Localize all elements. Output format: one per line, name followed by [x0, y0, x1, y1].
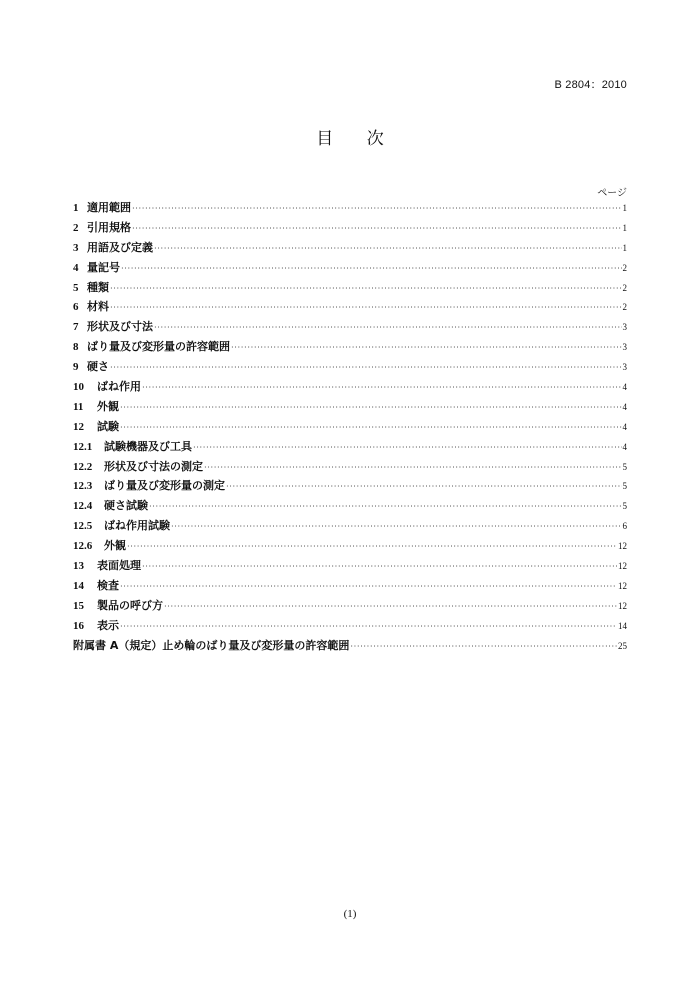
toc-entry-page: 3 [622, 342, 627, 353]
dot-leader [350, 637, 617, 657]
page-title: 目 次 [316, 129, 398, 149]
toc-entry-page: 2 [622, 282, 627, 293]
toc-entry-title: ばね作用試験 [104, 519, 170, 533]
toc-entry-title: 形状及び寸法 [87, 320, 153, 334]
toc-entry-number: 9 [73, 361, 79, 374]
toc-entry-number: 14 [73, 579, 84, 592]
toc-entry-title: 試験機器及び工具 [104, 439, 192, 453]
dot-leader [193, 438, 622, 458]
toc-entry-number: 12.3 [73, 480, 93, 493]
toc-entry[interactable] [73, 258, 627, 278]
toc-entry[interactable] [73, 536, 627, 556]
toc-entry-number: 7 [73, 321, 79, 334]
toc-entry-title: 外観 [104, 539, 126, 553]
toc-entry-title: 適用範囲 [87, 201, 131, 214]
toc-entry-page: 14 [618, 620, 627, 631]
toc-entry-page: 3 [622, 362, 627, 373]
toc-entry-page: 12 [618, 561, 627, 572]
toc-entry-number: 1 [73, 202, 79, 214]
toc-entry[interactable] [73, 576, 627, 596]
dot-leader [120, 577, 617, 597]
toc-entry-number: 5 [73, 281, 79, 294]
toc-entry-number: 3 [73, 241, 79, 254]
toc-entry-title: ばり量及び変形量の測定 [104, 479, 225, 493]
toc-entry-page: 4 [622, 421, 627, 432]
toc-entry-title: 附属書 A（規定）止め輪のばり量及び変形量の許容範囲 [73, 638, 350, 652]
toc-entry[interactable] [73, 357, 627, 377]
toc-entry-page: 6 [622, 521, 627, 532]
page-number-footer: (1) [343, 908, 357, 920]
toc-entry-number: 12.4 [73, 500, 93, 513]
toc-entry-title: 製品の呼び方 [97, 598, 163, 612]
toc-entry[interactable] [73, 496, 627, 516]
toc-entry-number: 12.2 [73, 460, 93, 473]
toc-entry-page: 3 [622, 322, 627, 333]
toc-entry-number: 16 [73, 619, 84, 632]
toc-entry-page: 2 [622, 262, 627, 273]
toc-entry-page: 12 [618, 600, 627, 611]
toc-entry[interactable] [73, 476, 627, 496]
toc-entry[interactable] [73, 556, 627, 576]
page-column-header: ページ [597, 188, 627, 199]
toc-entry-number: 6 [73, 301, 79, 314]
dot-leader [110, 358, 622, 378]
toc-entry-page: 2 [622, 302, 627, 313]
toc-entry[interactable] [73, 397, 627, 417]
toc-entry-number: 11 [73, 400, 84, 413]
toc-entry[interactable] [73, 238, 627, 258]
toc-entry[interactable] [73, 596, 627, 616]
toc-entry-title: 検査 [97, 578, 119, 592]
toc-entry-title: 種類 [87, 280, 109, 294]
dot-leader [154, 239, 622, 259]
toc-entry-page: 5 [622, 481, 627, 492]
toc-entry-title: 用語及び定義 [87, 240, 153, 254]
document-code: B 2804：2010 [554, 79, 627, 91]
toc-entry-page: 1 [622, 222, 627, 233]
toc-entry-number: 12 [73, 420, 84, 433]
dot-leader [142, 378, 622, 398]
toc-entry[interactable] [73, 616, 627, 636]
toc-entry-title: 表示 [97, 618, 119, 632]
dot-leader [120, 617, 617, 637]
toc-entry[interactable] [73, 278, 627, 298]
toc-entry-title: 引用規格 [87, 220, 131, 234]
toc-entry-title: 形状及び寸法の測定 [104, 459, 203, 473]
toc-entry[interactable] [73, 516, 627, 536]
dot-leader [121, 259, 622, 279]
toc-entry-title: 材料 [87, 300, 109, 314]
toc-entry-page: 4 [622, 441, 627, 452]
toc-entry-number: 8 [73, 341, 79, 354]
toc-entry-number: 4 [73, 261, 79, 274]
toc-entry-number: 10 [73, 381, 84, 394]
toc-entry-number: 15 [73, 599, 84, 612]
toc-entry[interactable] [73, 198, 627, 218]
toc-entry-page: 25 [618, 640, 627, 651]
toc-entry-title: 量記号 [87, 260, 120, 274]
dot-leader [154, 318, 622, 338]
dot-leader [164, 597, 617, 617]
toc-entry-page: 12 [618, 541, 627, 552]
toc-entry-title: ばね作用 [97, 380, 141, 394]
toc-entry[interactable] [73, 317, 627, 337]
toc-entry-page: 4 [622, 401, 627, 412]
toc-entry-page: 5 [622, 461, 627, 472]
toc-entry-title: 表面処理 [97, 559, 141, 573]
toc-entry-page: 1 [622, 203, 627, 213]
toc-entry-title: 硬さ試験 [104, 499, 148, 513]
dot-leader [132, 199, 622, 219]
table-of-contents [73, 198, 627, 655]
toc-entry[interactable] [73, 437, 627, 457]
toc-entry-page: 12 [618, 580, 627, 591]
toc-entry[interactable] [73, 377, 627, 397]
toc-entry[interactable] [73, 218, 627, 238]
dot-leader [127, 537, 617, 557]
toc-entry-page: 1 [622, 242, 627, 253]
toc-entry[interactable] [73, 297, 627, 317]
toc-entry-number: 12.1 [73, 440, 93, 453]
toc-entry-page: 4 [622, 382, 627, 393]
toc-entry-title: 外観 [97, 399, 119, 413]
dot-leader [231, 338, 622, 358]
dot-leader [226, 477, 622, 497]
toc-entry-number: 2 [73, 221, 79, 234]
toc-entry-number: 13 [73, 560, 84, 573]
dot-leader [120, 418, 622, 438]
toc-entry-number: 12.6 [73, 540, 93, 553]
dot-leader [110, 298, 622, 318]
toc-entry-page: 5 [622, 501, 627, 512]
toc-entry[interactable] [73, 457, 627, 477]
dot-leader [204, 458, 622, 478]
dot-leader [171, 517, 622, 537]
dot-leader [110, 279, 622, 299]
toc-entry-number: 12.5 [73, 520, 93, 533]
dot-leader [132, 219, 622, 239]
toc-entry[interactable] [73, 417, 627, 437]
toc-entry-title: 試験 [97, 419, 119, 433]
toc-entry-title: 硬さ [87, 360, 109, 374]
dot-leader [149, 497, 622, 517]
toc-entry-annex[interactable] [73, 636, 627, 656]
toc-entry[interactable] [73, 337, 627, 357]
dot-leader [120, 398, 622, 418]
toc-entry-title: ばり量及び変形量の許容範囲 [87, 340, 230, 354]
dot-leader [142, 557, 617, 577]
